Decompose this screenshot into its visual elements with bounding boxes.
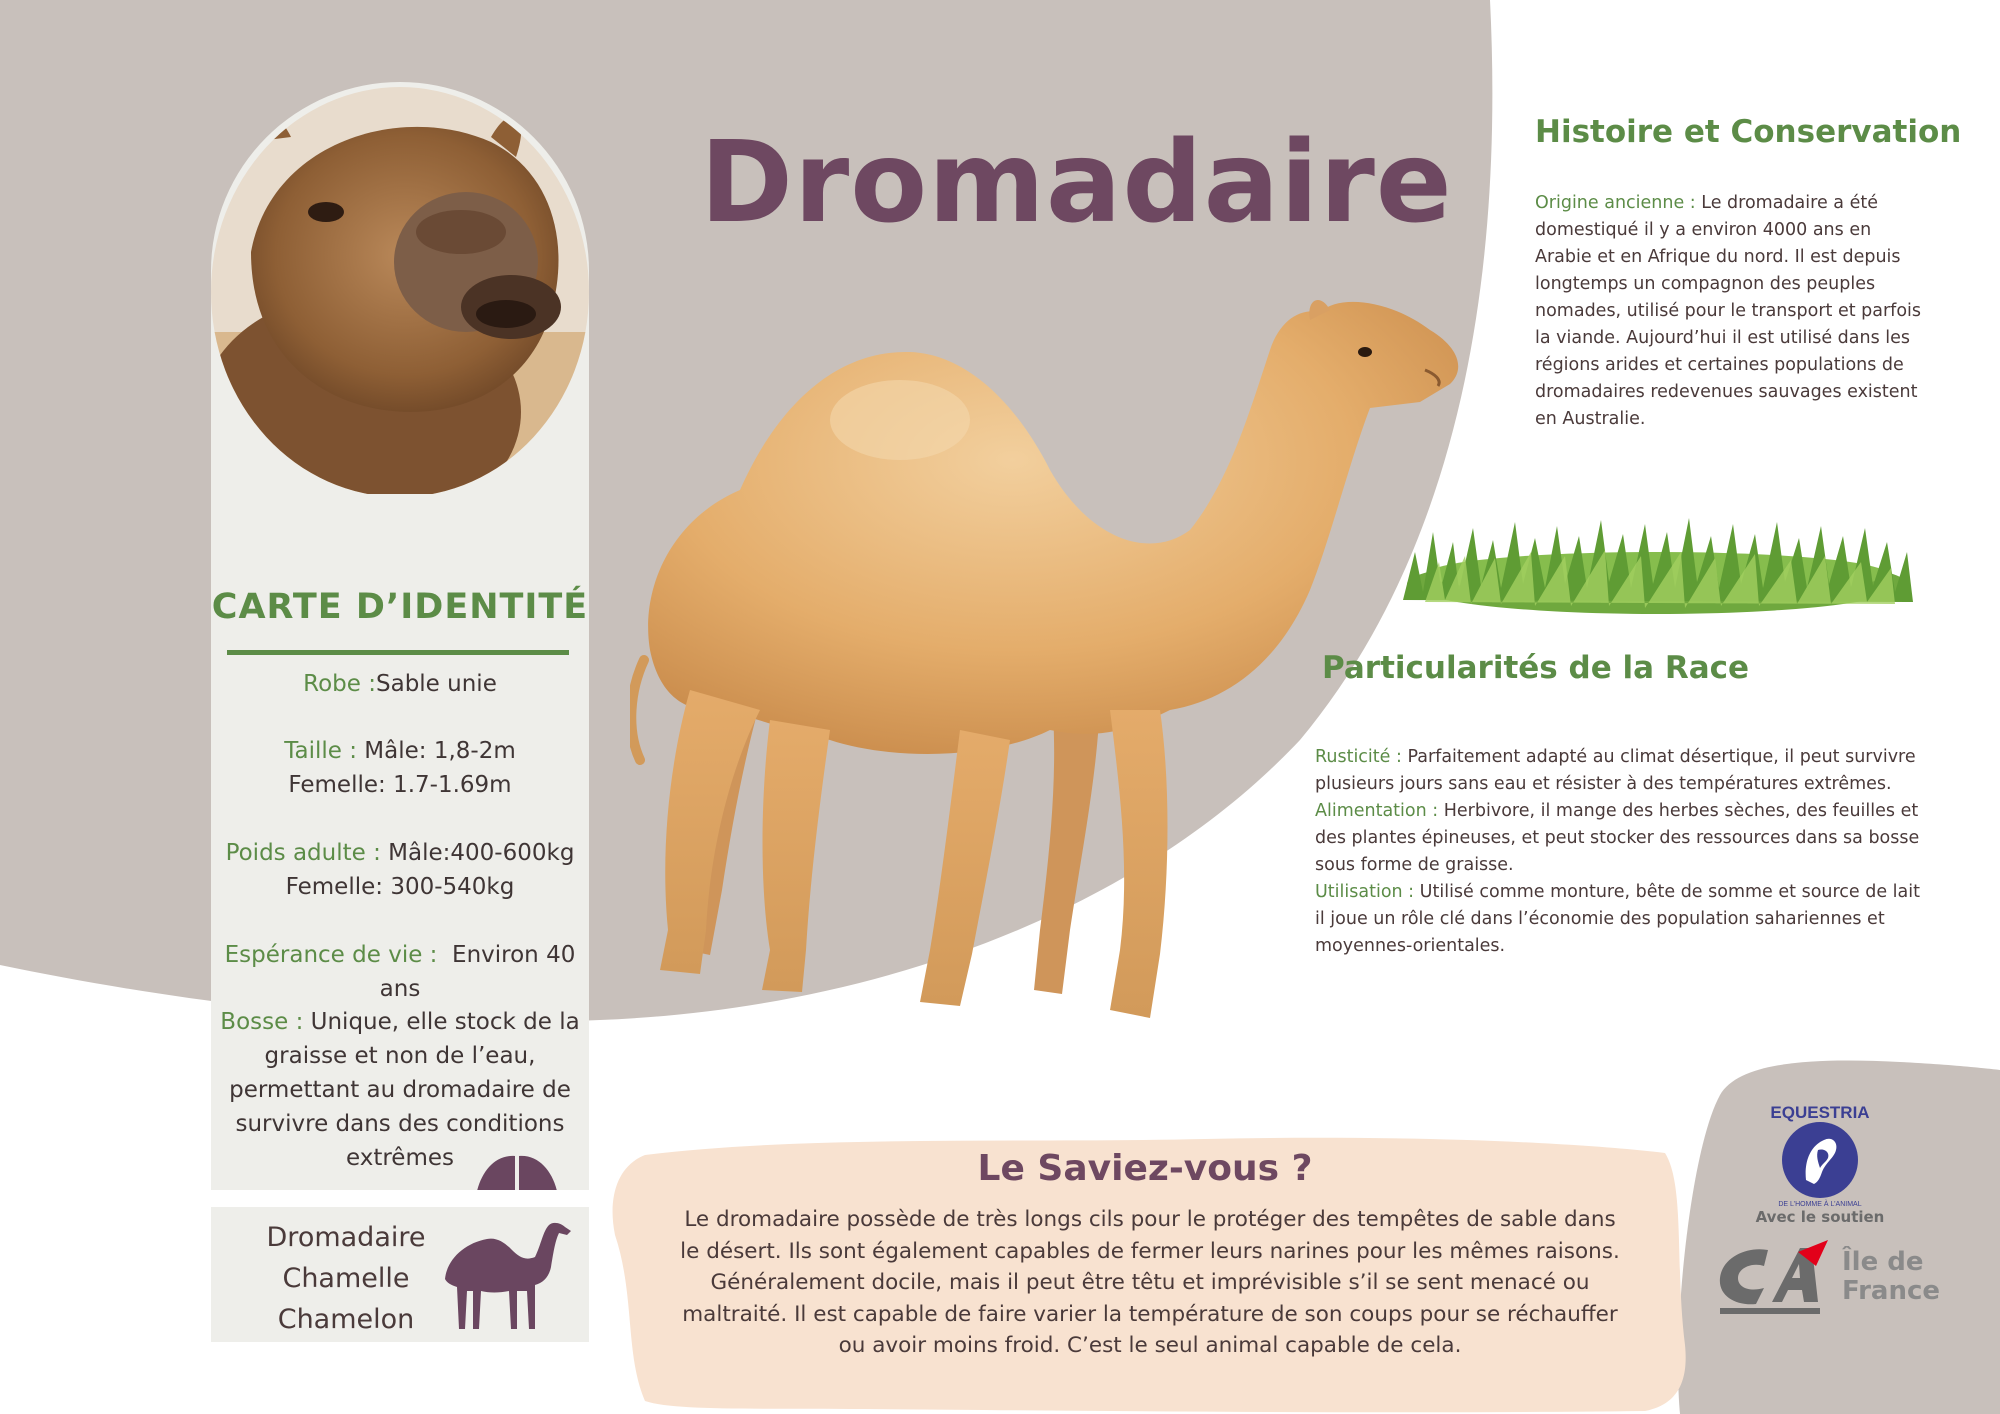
saviez-vous-title: Le Saviez-vous ?	[977, 1148, 1313, 1189]
fact-value-male: Mâle: 1,8-2m	[364, 738, 516, 764]
fact-label: Taille :	[284, 738, 357, 764]
particularite-label: Utilisation :	[1315, 882, 1415, 902]
region-name	[1842, 1248, 1940, 1306]
histoire-text	[1535, 190, 1930, 433]
fact-esperance	[211, 938, 589, 1006]
footprint-icon	[471, 1150, 563, 1190]
fact-value: Sable unie	[376, 671, 497, 697]
title-underline	[227, 650, 569, 655]
equestria-logo	[1752, 1092, 1888, 1208]
particularites-title: Particularités de la Race	[1322, 650, 1750, 686]
name-male: Dromadaire	[266, 1222, 426, 1253]
saviez-vous-text: Le dromadaire possède de très longs cils pour le protéger des tempêtes de sable dans le désert. Ils sont également capables de fermer leurs narines pour les mêmes raisons. Généralement docile, mais il peut être têtu et imprévisible s’il se sent menacé ou maltraité. Il est capable de faire varier la température de son coups pour se réchauffer ou avoir moins froid. C’est le seul animal capable de cela.	[680, 1207, 1620, 1358]
identity-card-title: CARTE D’IDENTITÉ	[211, 587, 589, 627]
fact-poids	[211, 836, 589, 904]
equestria-logo-name: EQUESTRIA	[1770, 1103, 1870, 1122]
particularite-item	[1315, 879, 1935, 960]
camel-silhouette-icon	[439, 1217, 579, 1335]
name-female: Chamelle	[282, 1263, 410, 1294]
fact-value: Environ 40 ans	[379, 942, 576, 1002]
particularite-body: Utilisé comme monture, bête de somme et source de lait il joue un rôle clé dans l’économie des population sahariennes et moyennes-orientales.	[1315, 882, 1920, 956]
fact-label: Bosse :	[220, 1009, 304, 1035]
fact-value-female: Femelle: 1.7-1.69m	[288, 772, 512, 798]
fact-value: Unique, elle stock de la	[310, 1009, 580, 1035]
equestria-logo-tagline: DE L’HOMME À L’ANIMAL	[1778, 1201, 1862, 1208]
soutien-label: Avec le soutien	[1755, 1208, 1885, 1226]
particularites-text	[1315, 744, 1935, 960]
particularite-body: Herbivore, il mange des herbes sèches, des feuilles et des plantes épineuses, et peut stocker des ressources dans sa bosse sous forme de graisse.	[1315, 801, 1920, 875]
credit-agricole-logo	[1712, 1238, 1832, 1318]
particularite-body: Parfaitement adapté au climat désertique, il peut survivre plusieurs jours sans eau et résister à des températures extrêmes.	[1315, 747, 1916, 794]
particularite-label: Rusticité :	[1315, 747, 1402, 767]
region-line-2: France	[1842, 1276, 1941, 1306]
camel-portrait-photo	[211, 82, 589, 494]
names-list	[231, 1217, 461, 1340]
histoire-title: Histoire et Conservation	[1535, 114, 1962, 150]
fact-label: Espérance de vie :	[224, 942, 438, 968]
histoire-label: Origine ancienne :	[1535, 193, 1696, 213]
particularite-item	[1315, 798, 1935, 879]
fact-taille	[211, 734, 589, 802]
particularite-label: Alimentation :	[1315, 801, 1439, 821]
ca-logo-letters: CA	[1712, 1238, 1714, 1239]
histoire-body: Le dromadaire a été domestiqué il y a environ 4000 ans en Arabie et en Afrique du nord. Il est depuis longtemps un compagnon des peuples nomades, utilisé pour le transport et parfois la viande. Aujourd’hui il est utilisé dans les régions arides et certaines populations de dromadaires redevenues sauvages existent en Australie.	[1535, 193, 1922, 429]
fact-value-male: Mâle:400-600kg	[388, 840, 575, 866]
name-young: Chamelon	[277, 1304, 415, 1335]
particularite-item	[1315, 744, 1935, 798]
fact-value-rest: graisse et non de l’eau, permettant au dromadaire de survivre dans des conditions extrêmes	[229, 1043, 571, 1171]
region-line-1: Île de	[1842, 1247, 1924, 1277]
page-title: Dromadaire	[700, 118, 1453, 248]
grass-illustration	[1395, 512, 1920, 622]
fact-label: Robe :	[303, 671, 376, 697]
fact-robe	[211, 667, 589, 701]
identity-card	[211, 82, 589, 1190]
names-box	[211, 1207, 589, 1342]
fact-label: Poids adulte :	[225, 840, 381, 866]
fact-value-female: Femelle: 300-540kg	[285, 874, 515, 900]
